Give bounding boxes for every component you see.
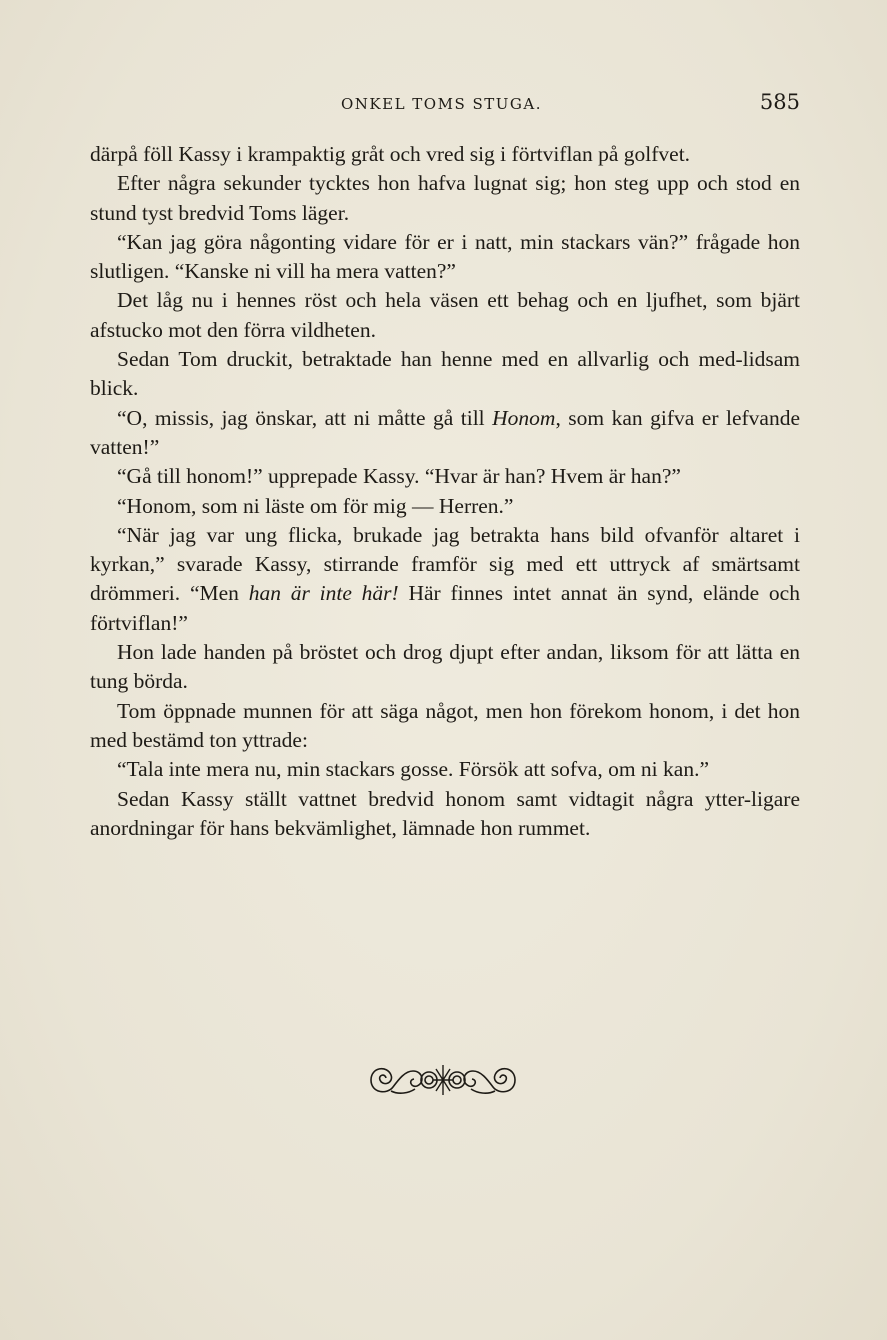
scroll-ornament-icon bbox=[369, 1061, 517, 1099]
text-segment: Tom öppnade munnen för att säga något, men hon förekom honom, i det hon med bestämd ton yttrade: bbox=[90, 698, 800, 752]
paragraph bbox=[90, 785, 800, 844]
text-segment: “Gå till honom!” upprepade Kassy. “Hvar är han? Hvem är han?” bbox=[117, 464, 681, 489]
running-head-title: ONKEL TOMS STUGA. bbox=[341, 95, 543, 113]
paragraph bbox=[90, 286, 800, 345]
text-segment: “När jag var ung flicka, brukade jag betrakta hans bild ofvanför altaret i kyrkan,” svarade Kassy, stirrande framför sig med ett uttryck af smärtsamt drömmeri. “Men bbox=[90, 522, 800, 606]
text-segment: Hon lade handen på bröstet och drog djupt efter andan, liksom för att lätta en tung börda. bbox=[90, 640, 800, 694]
paragraph bbox=[90, 755, 800, 784]
italic-text: Honom bbox=[492, 405, 556, 430]
italic-text: han är inte här! bbox=[248, 581, 399, 606]
text-segment: därpå föll Kassy i krampaktig gråt och vred sig i förtviflan på golfvet. bbox=[90, 142, 691, 166]
text-segment: Efter några sekunder tycktes hon hafva lugnat sig; hon steg upp och stod en stund tyst bredvid Toms läger. bbox=[90, 171, 800, 225]
paragraph bbox=[90, 228, 800, 287]
text-segment: Sedan Kassy ställt vattnet bredvid honom samt vidtagit några ytter-ligare anordningar för hans bekvämlighet, lämnade hon rummet. bbox=[90, 786, 800, 840]
text-segment: , som kan gifva er lefvande vatten!” bbox=[90, 405, 800, 459]
paragraph bbox=[90, 492, 800, 521]
paragraph bbox=[90, 140, 800, 169]
paragraph bbox=[90, 638, 800, 697]
paragraph bbox=[90, 697, 800, 756]
text-segment: “Tala inte mera nu, min stackars gosse. Försök att sofva, om ni kan.” bbox=[117, 757, 709, 782]
page-number: 585 bbox=[759, 90, 800, 114]
running-head bbox=[88, 90, 800, 118]
text-segment: Sedan Tom druckit, betraktade han henne med en allvarlig och med-lidsam blick. bbox=[90, 347, 800, 401]
text-segment: “O, missis, jag önskar, att ni måtte gå till bbox=[117, 405, 493, 430]
text-segment: “Honom, som ni läste om för mig — Herren.” bbox=[117, 493, 514, 518]
body-text bbox=[90, 140, 800, 843]
text-segment: Det låg nu i hennes röst och hela väsen ett behag och en ljufhet, som bjärt afstucko mot den förra vildheten. bbox=[90, 288, 800, 342]
paragraph bbox=[90, 521, 800, 638]
text-segment: “Kan jag göra någonting vidare för er i natt, min stackars vän?” frågade hon slutligen. “Kanske ni vill ha mera vatten?” bbox=[90, 229, 800, 284]
text-segment: Här finnes intet annat än synd, elände och förtviflan!” bbox=[90, 581, 800, 635]
paragraph bbox=[90, 345, 800, 404]
paragraph bbox=[90, 169, 800, 228]
paragraph bbox=[90, 462, 800, 491]
paragraph bbox=[90, 404, 800, 463]
